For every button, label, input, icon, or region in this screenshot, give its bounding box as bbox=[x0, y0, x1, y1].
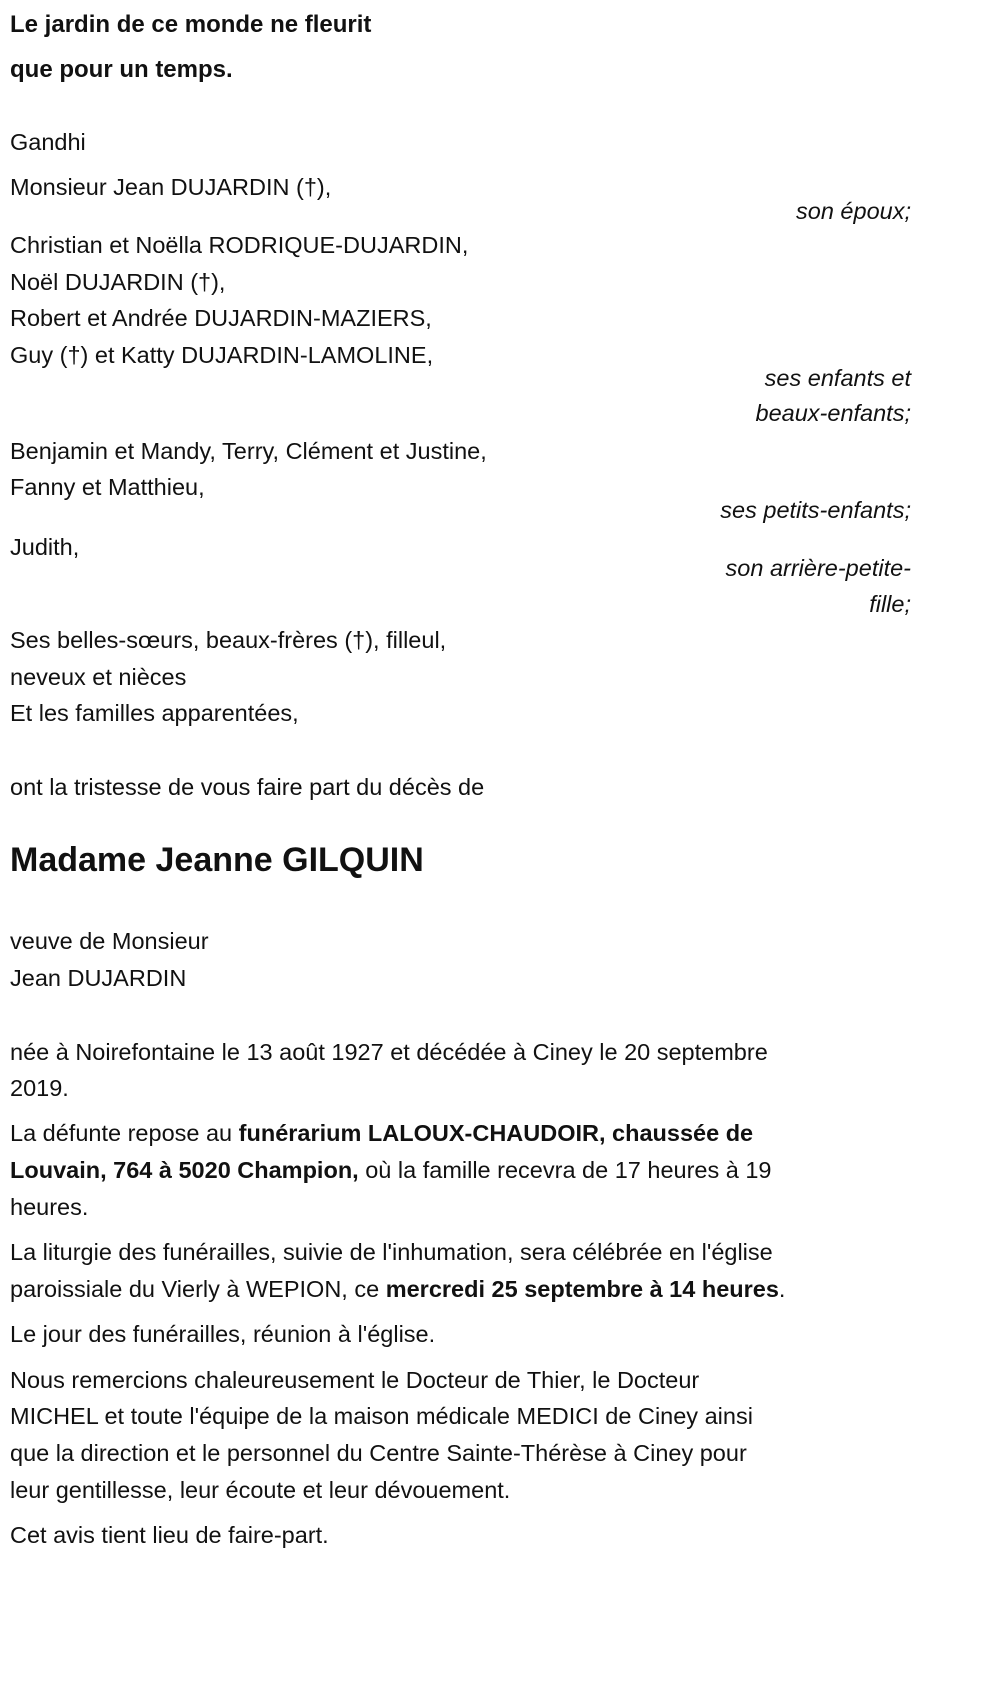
widow-line: Jean DUJARDIN bbox=[10, 965, 187, 991]
other-relatives: Et les familles apparentées, bbox=[10, 700, 299, 726]
grandchildren: Fanny et Matthieu, bbox=[10, 474, 205, 500]
funerarium-address: Louvain, 764 à 5020 Champion, bbox=[10, 1157, 359, 1183]
child: Guy (†) et Katty DUJARDIN-LAMOLINE, bbox=[10, 342, 434, 368]
child: Robert et Andrée DUJARDIN-MAZIERS, bbox=[10, 305, 432, 331]
rest-line bbox=[10, 1154, 772, 1186]
announcement: ont la tristesse de vous faire part du décès de bbox=[10, 774, 485, 800]
other-relatives: neveux et nièces bbox=[10, 664, 187, 690]
great-grandchild-role: fille; bbox=[869, 591, 911, 617]
quote-line: que pour un temps. bbox=[10, 56, 233, 83]
grandchildren-role: ses petits-enfants; bbox=[720, 497, 911, 523]
birth-death: 2019. bbox=[10, 1075, 69, 1101]
great-grandchild-role: son arrière-petite- bbox=[725, 555, 911, 581]
liturgy-text: . bbox=[778, 1276, 786, 1302]
grandchildren: Benjamin et Mandy, Terry, Clément et Justine, bbox=[10, 438, 487, 464]
funeral-date: mercredi 25 septembre à 14 heures bbox=[385, 1276, 779, 1302]
great-grandchild: Judith, bbox=[10, 534, 80, 560]
liturgy-text: paroissiale du Vierly à WEPION, ce bbox=[10, 1276, 386, 1302]
rest-text: La défunte repose au bbox=[10, 1120, 239, 1146]
closing: Cet avis tient lieu de faire-part. bbox=[10, 1522, 329, 1548]
thanks-line: Nous remercions chaleureusement le Docteur de Thier, le Docteur bbox=[10, 1367, 700, 1393]
spouse-role: son époux; bbox=[796, 198, 911, 224]
quote-line: Le jardin de ce monde ne fleurit bbox=[10, 11, 372, 38]
thanks-line: MICHEL et toute l'équipe de la maison médicale MEDICI de Ciney ainsi bbox=[10, 1403, 753, 1429]
widow-line: veuve de Monsieur bbox=[10, 928, 209, 954]
children-role: ses enfants et bbox=[764, 365, 911, 391]
birth-death: née à Noirefontaine le 13 août 1927 et décédée à Ciney le 20 septembre bbox=[10, 1039, 768, 1065]
quote-author: Gandhi bbox=[10, 129, 86, 155]
rest-line bbox=[10, 1117, 753, 1149]
children-role: beaux-enfants; bbox=[755, 400, 911, 426]
child: Noël DUJARDIN (†), bbox=[10, 269, 226, 295]
rest-line: heures. bbox=[10, 1194, 89, 1220]
meeting: Le jour des funérailles, réunion à l'église. bbox=[10, 1321, 436, 1347]
thanks-line: leur gentillesse, leur écoute et leur dévouement. bbox=[10, 1477, 511, 1503]
funerarium-name: funérarium LALOUX-CHAUDOIR, chaussée de bbox=[238, 1120, 754, 1146]
child: Christian et Noëlla RODRIQUE-DUJARDIN, bbox=[10, 232, 469, 258]
liturgy-line bbox=[10, 1273, 785, 1305]
liturgy-line: La liturgie des funérailles, suivie de l'inhumation, sera célébrée en l'église bbox=[10, 1239, 773, 1265]
deceased-name: Madame Jeanne GILQUIN bbox=[10, 841, 424, 879]
other-relatives: Ses belles-sœurs, beaux-frères (†), filleul, bbox=[10, 627, 447, 653]
thanks-line: que la direction et le personnel du Centre Sainte-Thérèse à Ciney pour bbox=[10, 1440, 747, 1466]
rest-text: où la famille recevra de 17 heures à 19 bbox=[358, 1157, 772, 1183]
spouse: Monsieur Jean DUJARDIN (†), bbox=[10, 174, 332, 200]
